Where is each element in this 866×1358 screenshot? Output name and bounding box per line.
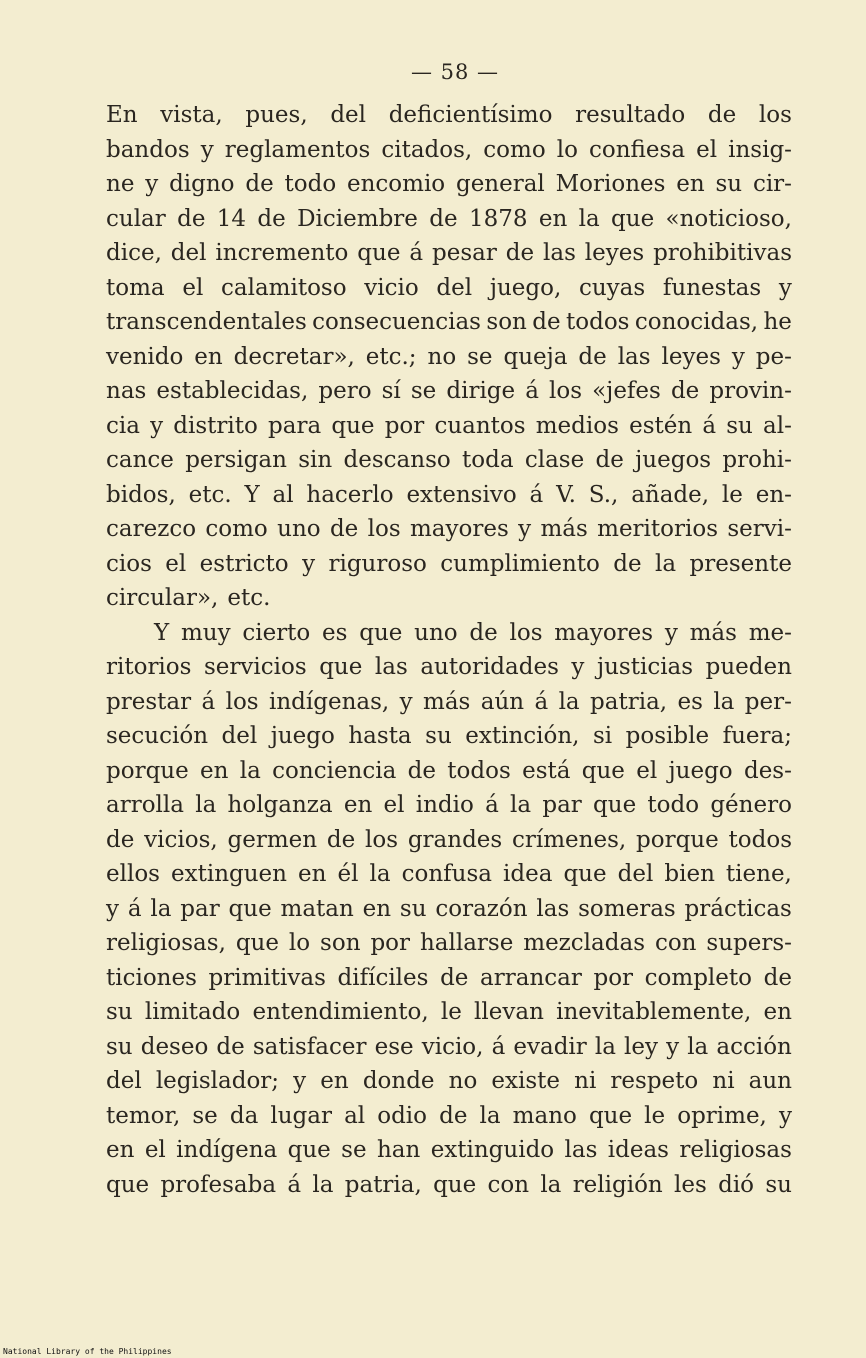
text-line: secución del juego hasta su extinción, si posible fuera;	[106, 723, 792, 749]
text-line: que profesaba á la patria, que con la religión les dió su	[106, 1171, 792, 1198]
text-line: de vicios, germen de los grandes crímenes, porque todos	[106, 826, 792, 853]
text-line: cios el estricto y riguroso cumplimiento de la presente	[106, 550, 792, 577]
text-line: religiosas, que lo son por hallarse mezcladas con supers-	[106, 930, 792, 956]
text-line: venido en decretar», etc.; no se queja de las leyes y pe-	[106, 343, 792, 370]
body-text	[106, 98, 792, 1202]
text-line: ritorios servicios que las autoridades y justicias pueden	[106, 654, 792, 680]
text-line: arrolla la holganza en el indio á la par que todo género	[106, 792, 792, 818]
text-line: cance persigan sin descanso toda clase de juegos prohi-	[106, 447, 792, 473]
text-line: circular», etc.	[106, 585, 271, 611]
library-credit: National Library of the Philippines	[3, 1347, 172, 1356]
text-line: transcendentales consecuencias son de todos conocidas, he	[106, 309, 792, 335]
text-line: temor, se da lugar al odio de la mano que le oprime, y	[106, 1102, 792, 1129]
text-line: carezco como uno de los mayores y más meritorios servi-	[106, 516, 792, 542]
text-line: bidos, etc. Y al hacerlo extensivo á V. S., añade, le en-	[106, 481, 792, 508]
page-number: — 58 —	[410, 60, 500, 84]
text-line: ticiones primitivas difíciles de arrancar por completo de	[106, 964, 792, 991]
text-line: dice, del incremento que á pesar de las leyes prohibitivas	[106, 240, 792, 266]
text-line: su limitado entendimiento, le llevan inevitablemente, en	[106, 999, 792, 1025]
text-line: ellos extinguen en él la confusa idea que del bien tiene,	[106, 861, 792, 887]
text-line: cular de 14 de Diciembre de 1878 en la que «noticioso,	[106, 205, 792, 232]
text-line: y á la par que matan en su corazón las someras prácticas	[106, 895, 792, 922]
text-line: toma el calamitoso vicio del juego, cuyas funestas y	[106, 274, 792, 301]
text-line: Y muy cierto es que uno de los mayores y más me-	[154, 619, 792, 646]
text-line: prestar á los indígenas, y más aún á la patria, es la per-	[106, 688, 792, 715]
text-line: su deseo de satisfacer ese vicio, á evadir la ley y la acción	[106, 1033, 792, 1060]
text-line: bandos y reglamentos citados, como lo confiesa el insig-	[106, 136, 792, 163]
text-line: en el indígena que se han extinguido las ideas religiosas	[106, 1137, 792, 1163]
text-line: nas establecidas, pero sí se dirige á los «jefes de provin-	[106, 378, 792, 404]
text-line: porque en la conciencia de todos está que el juego des-	[106, 757, 792, 784]
text-line: En vista, pues, del deficientísimo resultado de los	[106, 102, 792, 128]
text-line: del legislador; y en donde no existe ni respeto ni aun	[106, 1068, 792, 1094]
text-line: cia y distrito para que por cuantos medios estén á su al-	[106, 412, 792, 439]
text-line: ne y digno de todo encomio general Moriones en su cir-	[106, 171, 792, 197]
